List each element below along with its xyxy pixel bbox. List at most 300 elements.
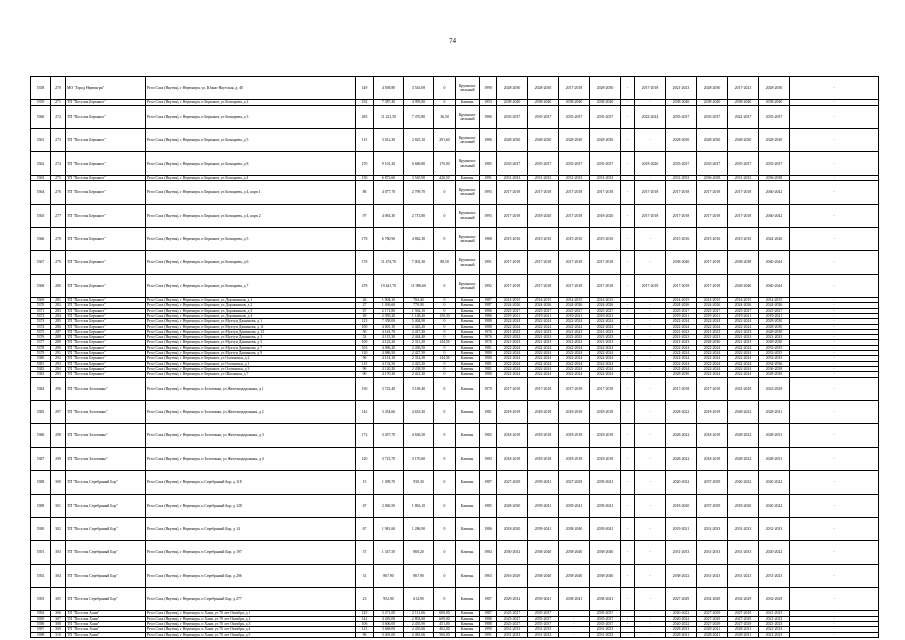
- cell-address: Респ Саха (Якутия), г Нерюнгри, п Серебряный Бор, д 206: [146, 564, 356, 587]
- cell-total-area: 4 063,30: [374, 204, 404, 227]
- cell-nonresidential-area: 0: [434, 366, 456, 371]
- cell-works-1: 2016-2029: [497, 564, 528, 587]
- cell-works-10: 2020-2022: [759, 541, 790, 564]
- cell-address-number: 306: [51, 611, 66, 616]
- cell-works-11: -: [790, 588, 879, 611]
- cell-address-number: 275: [51, 175, 66, 180]
- cell-build-year: 1986: [480, 105, 497, 128]
- cell-works-4: 2031-2033: [590, 632, 621, 637]
- cell-works-7: 2038-2022: [666, 564, 697, 587]
- cell-works-5: -: [621, 616, 635, 621]
- cell-management-organization: ТП "Поселок Беркакит": [66, 361, 146, 366]
- cell-works-10: 2031-2033: [759, 517, 790, 540]
- cell-row-number: 5375: [31, 329, 51, 334]
- cell-works-10: 2040-2042: [759, 204, 790, 227]
- cell-works-9: 2031-2033: [728, 517, 759, 540]
- cell-works-4: 2018-2018: [590, 447, 621, 470]
- cell-residents: 285: [356, 105, 374, 128]
- cell-wall-material: Каменн.: [456, 345, 480, 350]
- cell-address: Респ Саха (Якутия), г Нерюнгри, п Беркакит, ул Мухтуи Дашинова, д 3: [146, 335, 356, 340]
- cell-wall-material: Каменн.: [456, 319, 480, 324]
- cell-works-8: 2022-2024: [697, 345, 728, 350]
- cell-works-6: 2017-2018: [635, 274, 666, 297]
- cell-total-area: 3 271,00: [374, 611, 404, 616]
- cell-works-5: -: [621, 632, 635, 637]
- cell-total-area: 19 441,70: [374, 274, 404, 297]
- cell-wall-material: Каменн.: [456, 564, 480, 587]
- cell-residents: 37: [356, 541, 374, 564]
- cell-residents: 478: [356, 274, 374, 297]
- cell-address-number: 291: [51, 351, 66, 356]
- cell-works-8: 2019-2021: [697, 314, 728, 319]
- cell-living-area: 2 443,20: [404, 324, 434, 329]
- table-row: [31, 494, 879, 517]
- cell-address: Респ Саха (Якутия), г Нерюнгри, п Беркакит, ул Бочкарева, д 3: [146, 105, 356, 128]
- cell-works-6: -: [635, 447, 666, 470]
- cell-works-1: 2017-2018: [497, 204, 528, 227]
- cell-works-11: -: [790, 611, 879, 616]
- cell-works-7: 2028-2022: [666, 424, 697, 447]
- cell-works-2: 2021-2023: [528, 329, 559, 334]
- cell-build-year: 1990: [480, 77, 497, 100]
- cell-management-organization: ТП "Поселок Хани": [66, 611, 146, 616]
- cell-living-area: 3 543,69: [404, 77, 434, 100]
- cell-works-2: 2017-2018: [528, 181, 559, 204]
- cell-works-8: 2017-2018: [697, 377, 728, 400]
- cell-works-1: 2031-2033: [497, 175, 528, 180]
- cell-works-9: 2017-2018: [728, 204, 759, 227]
- cell-works-7: 2028-2030: [666, 129, 697, 152]
- cell-living-area: 2 435,90: [404, 622, 434, 627]
- cell-works-2: 2038-2040: [528, 564, 559, 587]
- cell-row-number: 5359: [31, 100, 51, 105]
- cell-nonresidential-area: 0: [434, 303, 456, 308]
- cell-works-5: -: [621, 622, 635, 627]
- cell-works-6: -: [635, 251, 666, 274]
- cell-nonresidential-area: 144,50: [434, 340, 456, 345]
- cell-works-5: -: [621, 204, 635, 227]
- cell-works-8: 2022-2024: [697, 351, 728, 356]
- cell-works-10: 2020-2022: [759, 471, 790, 494]
- cell-works-8: 2028-2030: [697, 77, 728, 100]
- cell-management-organization: ТП "Поселок Беркакит": [66, 204, 146, 227]
- cell-works-2: 2017-2018: [528, 274, 559, 297]
- cell-works-6: -: [635, 622, 666, 627]
- cell-works-5: -: [621, 152, 635, 175]
- cell-works-6: -: [635, 303, 666, 308]
- cell-nonresidential-area: 150,30: [434, 314, 456, 319]
- cell-works-6: 2018-2020: [635, 152, 666, 175]
- cell-works-9: 2025-2027: [728, 308, 759, 313]
- cell-works-5: -: [621, 298, 635, 303]
- cell-row-number: 5361: [31, 129, 51, 152]
- cell-works-2: 2019-2021: [528, 314, 559, 319]
- cell-works-7: 2035-2037: [666, 105, 697, 128]
- cell-works-6: -: [635, 335, 666, 340]
- cell-living-area: 3 169,40: [404, 377, 434, 400]
- cell-residents: 100: [356, 340, 374, 345]
- cell-works-6: -: [635, 351, 666, 356]
- cell-address-number: 270: [51, 77, 66, 100]
- cell-works-6: -: [635, 329, 666, 334]
- cell-row-number: 5383: [31, 372, 51, 377]
- cell-works-3: 2018-2018: [559, 400, 590, 423]
- cell-works-11: -: [790, 494, 879, 517]
- cell-address-number: 276: [51, 181, 66, 204]
- cell-works-4: 2024-2026: [590, 303, 621, 308]
- cell-works-4: 2025-2027: [590, 308, 621, 313]
- cell-living-area: 2 799,70: [404, 181, 434, 204]
- cell-nonresidential-area: 0: [434, 400, 456, 423]
- cell-works-5: -: [621, 471, 635, 494]
- cell-works-6: -: [635, 100, 666, 105]
- cell-works-2: 2038-2040: [528, 541, 559, 564]
- cell-address: Респ Саха (Якутия), г Нерюнгри, п Хани, ул 70 лет Октября, д 1: [146, 611, 356, 616]
- cell-nonresidential-area: 0: [434, 377, 456, 400]
- cell-works-2: 2022-2024: [528, 351, 559, 356]
- cell-works-3: 2021-2023: [559, 340, 590, 345]
- cell-works-5: -: [621, 251, 635, 274]
- cell-works-5: -: [621, 541, 635, 564]
- cell-works-1: 2022-2024: [497, 361, 528, 366]
- cell-wall-material: Каменн.: [456, 314, 480, 319]
- cell-works-10: 2028-2030: [759, 77, 790, 100]
- cell-works-11: -: [790, 181, 879, 204]
- cell-works-3: 2022-2024: [559, 319, 590, 324]
- cell-build-year: 1986: [480, 314, 497, 319]
- cell-works-10: 2021-2023: [759, 616, 790, 621]
- cell-address-number: 290: [51, 345, 66, 350]
- cell-row-number: 5393: [31, 588, 51, 611]
- cell-total-area: 3 606,00: [374, 622, 404, 627]
- table-row: [31, 517, 879, 540]
- cell-works-9: 2027-2029: [728, 622, 759, 627]
- cell-nonresidential-area: 0: [434, 324, 456, 329]
- cell-living-area: 1 148,40: [404, 314, 434, 319]
- cell-works-8: 2027-2029: [697, 616, 728, 621]
- cell-address: Респ Саха (Якутия), г Нерюнгри, п Хани, ул 70 лет Октября, д 2: [146, 616, 356, 621]
- cell-address: Респ Саха (Якутия), г Нерюнгри, п Золотинка, ул Железнодорожная, д 2: [146, 400, 356, 423]
- cell-address: Респ Саха (Якутия), г Нерюнгри, п Серебряный Бор, д 14: [146, 517, 356, 540]
- cell-works-7: 2022-2024: [666, 356, 697, 361]
- cell-total-area: 7 387,40: [374, 100, 404, 105]
- cell-nonresidential-area: 0: [434, 298, 456, 303]
- page-number: 74: [449, 37, 456, 45]
- cell-works-1: 2015-2016: [497, 227, 528, 250]
- cell-works-5: -: [621, 494, 635, 517]
- cell-works-10: 2040-2042: [759, 251, 790, 274]
- cell-works-11: -: [790, 329, 879, 334]
- cell-nonresidential-area: 0: [434, 274, 456, 297]
- cell-works-8: 2018-2018: [697, 400, 728, 423]
- cell-works-1: 2021-2023: [497, 335, 528, 340]
- cell-row-number: 5360: [31, 105, 51, 128]
- cell-works-7: 2020-2022: [666, 622, 697, 627]
- table-row: [31, 129, 879, 152]
- cell-works-3: 2021-2023: [559, 329, 590, 334]
- cell-works-6: -: [635, 471, 666, 494]
- cell-works-1: 2035-2037: [497, 105, 528, 128]
- cell-works-6: -: [635, 372, 666, 377]
- cell-works-9: 2031-2033: [728, 541, 759, 564]
- cell-works-9: 2019-2021: [728, 314, 759, 319]
- cell-works-7: 2017-2018: [666, 377, 697, 400]
- cell-build-year: 1987: [480, 298, 497, 303]
- cell-living-area: 939,30: [404, 471, 434, 494]
- cell-works-7: 2022-2024: [666, 366, 697, 371]
- cell-works-2: 2039-2041: [528, 588, 559, 611]
- cell-address-number: 298: [51, 424, 66, 447]
- cell-management-organization: ТП "Поселок Беркакит": [66, 345, 146, 350]
- cell-works-1: 2028-2030: [497, 494, 528, 517]
- cell-works-4: 2014-2015: [590, 298, 621, 303]
- cell-build-year: 1988: [480, 324, 497, 329]
- cell-works-1: 2018-2018: [497, 400, 528, 423]
- cell-works-3: 2038-2040: [559, 564, 590, 587]
- cell-build-year: 1981: [480, 345, 497, 350]
- cell-works-8: 2022-2024: [697, 372, 728, 377]
- cell-address: Респ Саха (Якутия), г Нерюнгри, п Беркакит, ул Мухтуи Дашинова, д 11: [146, 324, 356, 329]
- cell-works-5: -: [621, 611, 635, 616]
- cell-works-8: 2017-2018: [697, 204, 728, 227]
- cell-works-3: 2014-2015: [559, 298, 590, 303]
- cell-row-number: 5389: [31, 494, 51, 517]
- cell-build-year: 1980: [480, 351, 497, 356]
- cell-address-number: 279: [51, 251, 66, 274]
- cell-works-11: -: [790, 227, 879, 250]
- cell-total-area: 4 161,70: [374, 329, 404, 334]
- cell-build-year: 1988: [480, 622, 497, 627]
- cell-works-4: 2022-2024: [590, 351, 621, 356]
- cell-wall-material: Каменн.: [456, 627, 480, 632]
- cell-living-area: 2 425,20: [404, 361, 434, 366]
- cell-works-7: 2019-2021: [666, 517, 697, 540]
- cell-management-organization: ТП "Поселок Беркакит": [66, 303, 146, 308]
- cell-build-year: 1987: [480, 303, 497, 308]
- cell-works-8: 2022-2024: [697, 366, 728, 371]
- cell-build-year: 1985: [480, 152, 497, 175]
- table-row: [31, 152, 879, 175]
- cell-address: Респ Саха (Якутия), г Нерюнгри, п Серебряный Бор, д 197: [146, 541, 356, 564]
- cell-works-5: -: [621, 308, 635, 313]
- cell-works-4: 2035-2037: [590, 622, 621, 627]
- cell-works-9: 2017-2018: [728, 181, 759, 204]
- cell-works-5: -: [621, 588, 635, 611]
- cell-works-6: -: [635, 611, 666, 616]
- cell-works-7: 2017-2018: [666, 274, 697, 297]
- cell-works-11: -: [790, 517, 879, 540]
- cell-works-1: 2031-2033: [497, 632, 528, 637]
- cell-works-8: 2031-2033: [697, 541, 728, 564]
- cell-works-9: 2028-2030: [728, 129, 759, 152]
- cell-wall-material: Каменн.: [456, 308, 480, 313]
- cell-works-8: 2035-2037: [697, 105, 728, 128]
- cell-works-11: -: [790, 447, 879, 470]
- cell-living-area: 1 562,10: [404, 308, 434, 313]
- cell-address: Респ Саха (Якутия), г Нерюнгри, п Беркакит, ул Бочкарева, д 6: [146, 251, 356, 274]
- cell-works-4: 2021-2023: [590, 335, 621, 340]
- cell-works-9: 2027-2029: [728, 611, 759, 616]
- cell-build-year: 1980: [480, 356, 497, 361]
- cell-total-area: 1 347,50: [374, 541, 404, 564]
- cell-total-area: 867,90: [374, 564, 404, 587]
- cell-works-11: -: [790, 424, 879, 447]
- cell-total-area: 11 221,50: [374, 105, 404, 128]
- cell-residents: 90: [356, 372, 374, 377]
- cell-build-year: 1992: [480, 274, 497, 297]
- cell-works-3: -: [559, 622, 590, 627]
- cell-works-11: -: [790, 356, 879, 361]
- cell-address: Респ Саха (Якутия), г Нерюнгри, п Хани, ул 70 лет Октября, д 4: [146, 627, 356, 632]
- cell-nonresidential-area: 0: [434, 517, 456, 540]
- cell-works-8: 2038-2040: [697, 100, 728, 105]
- cell-works-10: 2023-2029: [759, 377, 790, 400]
- cell-row-number: 5386: [31, 424, 51, 447]
- cell-works-1: 2018-2018: [497, 447, 528, 470]
- cell-nonresidential-area: 0: [434, 319, 456, 324]
- cell-residents: 52: [356, 335, 374, 340]
- cell-residents: 23: [356, 588, 374, 611]
- cell-works-2: 2031-2033: [528, 632, 559, 637]
- cell-residents: 178: [356, 251, 374, 274]
- cell-row-number: 5390: [31, 517, 51, 540]
- cell-address: Респ Саха (Якутия), г Нерюнгри, п Беркакит, ул Бочкарева, д 7: [146, 274, 356, 297]
- cell-address-number: 274: [51, 152, 66, 175]
- cell-works-6: -: [635, 324, 666, 329]
- cell-works-4: 2015-2016: [590, 227, 621, 250]
- cell-address: Респ Саха (Якутия), г Нерюнгри, п Золотинка, ул Железнодорожная, д 4: [146, 447, 356, 470]
- cell-works-7: 2017-2018: [666, 204, 697, 227]
- cell-wall-material: Крупнопа-нельный: [456, 152, 480, 175]
- cell-wall-material: Каменн.: [456, 616, 480, 621]
- cell-works-9: 2028-2022: [728, 424, 759, 447]
- cell-row-number: 5396: [31, 622, 51, 627]
- cell-nonresidential-area: 0: [434, 447, 456, 470]
- cell-works-4: 2017-2018: [590, 377, 621, 400]
- cell-row-number: 5366: [31, 227, 51, 250]
- cell-works-5: -: [621, 627, 635, 632]
- cell-build-year: 1988: [480, 227, 497, 250]
- cell-address-number: 286: [51, 324, 66, 329]
- cell-living-area: 2 417,20: [404, 329, 434, 334]
- cell-wall-material: Крупнопа-нельный: [456, 274, 480, 297]
- cell-works-3: 2017-2018: [559, 274, 590, 297]
- cell-works-3: 2019-2021: [559, 314, 590, 319]
- cell-works-11: -: [790, 204, 879, 227]
- cell-works-2: 2021-2023: [528, 340, 559, 345]
- cell-nonresidential-area: 88,50: [434, 251, 456, 274]
- cell-works-2: 2022-2024: [528, 361, 559, 366]
- cell-works-11: -: [790, 314, 879, 319]
- cell-build-year: 1963: [480, 564, 497, 587]
- table-row: [31, 588, 879, 611]
- cell-works-2: 2018-2020: [528, 204, 559, 227]
- cell-works-11: -: [790, 345, 879, 350]
- cell-wall-material: Каменн.: [456, 175, 480, 180]
- cell-residents: 121: [356, 627, 374, 632]
- cell-total-area: 2 940,50: [374, 494, 404, 517]
- cell-management-organization: ТП "Поселок Золотинка": [66, 424, 146, 447]
- cell-works-2: 2018-2018: [528, 447, 559, 470]
- cell-works-11: -: [790, 340, 879, 345]
- cell-works-8: 2021-2023: [697, 335, 728, 340]
- cell-build-year: 1976: [480, 340, 497, 345]
- cell-works-3: 2017-2018: [559, 77, 590, 100]
- cell-nonresidential-area: 600,00: [434, 611, 456, 616]
- cell-total-area: 4 058,80: [374, 77, 404, 100]
- cell-works-9: 2022-2024: [728, 356, 759, 361]
- cell-address: Респ Саха (Якутия), г Нерюнгри, п Беркакит, ул Бочкарева, д 5: [146, 227, 356, 250]
- cell-works-10: 2036-2038: [759, 366, 790, 371]
- cell-works-8: 2022-2024: [697, 356, 728, 361]
- cell-works-6: -: [635, 319, 666, 324]
- cell-works-6: -: [635, 340, 666, 345]
- cell-works-2: 2028-2030: [528, 77, 559, 100]
- cell-works-7: 2028-2031: [666, 632, 697, 637]
- cell-build-year: 1986: [480, 616, 497, 621]
- cell-works-10: 2021-2023: [759, 632, 790, 637]
- cell-management-organization: ТП "Поселок Беркакит": [66, 129, 146, 152]
- cell-address: Респ Саха (Якутия), г Нерюнгри, п Беркакит, ул Мухтуи Дашинова, д 9: [146, 351, 356, 356]
- cell-living-area: 1 286,90: [404, 517, 434, 540]
- table-row: [31, 424, 879, 447]
- cell-total-area: 7 358,00: [374, 319, 404, 324]
- cell-living-area: 867,90: [404, 564, 434, 587]
- cell-works-7: 2028-2022: [666, 447, 697, 470]
- cell-works-10: 2028-2030: [759, 340, 790, 345]
- cell-address-number: 283: [51, 308, 66, 313]
- cell-residents: 67: [356, 308, 374, 313]
- cell-build-year: 1993: [480, 181, 497, 204]
- table-row: [31, 105, 879, 128]
- cell-management-organization: ТП "Поселок Беркакит": [66, 372, 146, 377]
- cell-works-4: 2018-2018: [590, 400, 621, 423]
- cell-row-number: 5387: [31, 447, 51, 470]
- cell-works-1: 2022-2024: [497, 345, 528, 350]
- cell-works-9: 2038-2040: [728, 100, 759, 105]
- cell-row-number: 5380: [31, 356, 51, 361]
- cell-address: Респ Саха (Якутия), г Нерюнгри, п Беркакит, ул Дорожников, д 1: [146, 298, 356, 303]
- cell-living-area: 2 427,50: [404, 351, 434, 356]
- cell-works-6: -: [635, 541, 666, 564]
- cell-management-organization: ТП "Поселок Беркакит": [66, 319, 146, 324]
- cell-management-organization: ТП "Поселок Беркакит": [66, 298, 146, 303]
- cell-row-number: 5398: [31, 632, 51, 637]
- cell-works-1: 2025-2027: [497, 611, 528, 616]
- cell-works-1: 2025-2027: [497, 308, 528, 313]
- cell-row-number: 5382: [31, 366, 51, 371]
- cell-build-year: 1983: [480, 447, 497, 470]
- cell-row-number: 5369: [31, 298, 51, 303]
- cell-works-4: 2022-2024: [590, 345, 621, 350]
- cell-works-4: 2019-2021: [590, 314, 621, 319]
- cell-works-4: 2022-2024: [590, 361, 621, 366]
- cell-works-3: 2028-2030: [559, 129, 590, 152]
- cell-address-number: 295: [51, 372, 66, 377]
- cell-build-year: 1953: [480, 100, 497, 105]
- cell-management-organization: ТП "Поселок Серебряный Бор": [66, 517, 146, 540]
- cell-works-6: 2022-2024: [635, 105, 666, 128]
- cell-works-1: 2025-2027: [497, 622, 528, 627]
- cell-row-number: 5394: [31, 611, 51, 616]
- cell-wall-material: Каменн.: [456, 494, 480, 517]
- cell-works-9: 2018-2020: [728, 494, 759, 517]
- cell-works-9: 2015-2016: [728, 227, 759, 250]
- cell-works-1: 2018-2020: [497, 517, 528, 540]
- cell-wall-material: Каменн.: [456, 303, 480, 308]
- cell-row-number: 5391: [31, 541, 51, 564]
- cell-works-10: 2032-2029: [759, 588, 790, 611]
